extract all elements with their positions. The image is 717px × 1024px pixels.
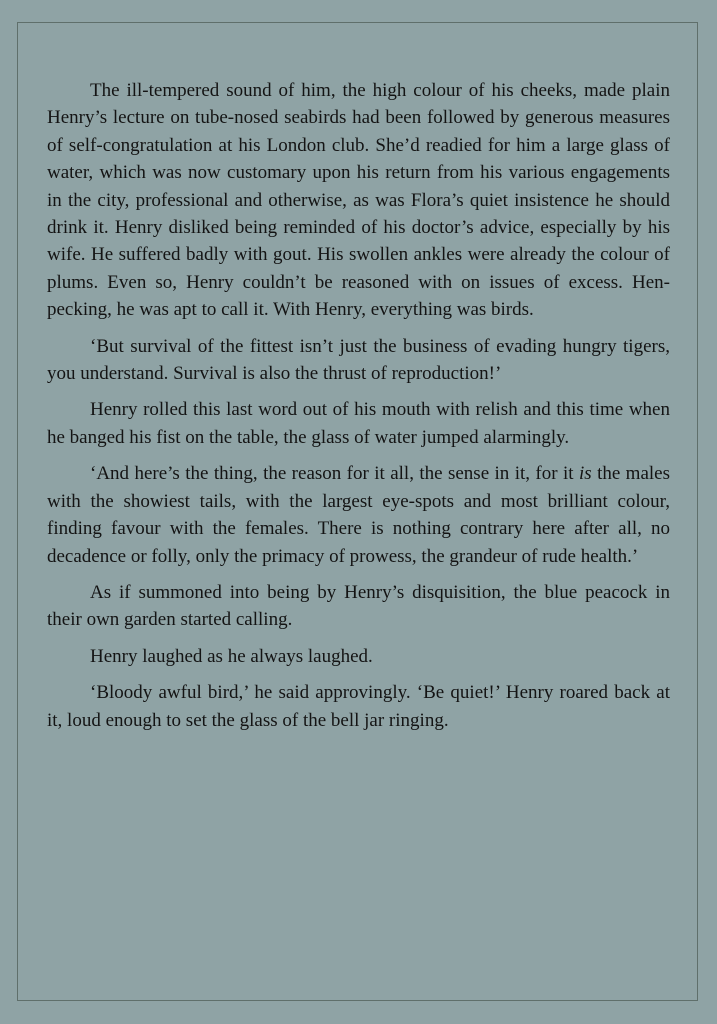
paragraph-7: ‘Bloody awful bird,’ he said approvingly. ‘Be quiet!’ Henry roared back at it, loud enough to set the glass of the bell jar ringing. — [47, 682, 670, 731]
paragraph-3: Henry rolled this last word out of his mouth with relish and this time when he banged his fist on the table, the glass of water jumped alarmingly. — [47, 399, 670, 448]
paragraph-5: As if summoned into being by Henry’s disquisition, the blue peacock in their own garden started calling. — [47, 581, 670, 631]
body-text — [47, 77, 670, 743]
paragraph-4-after: the males with the showiest tails, with the largest eye-spots and most brilliant colour, finding favour with the females. There is nothing contrary here after all, no decadence or folly, only the primacy of prowess, the grandeur of rude health.’ — [47, 463, 671, 567]
paragraph-2: ‘But survival of the fittest isn’t just the business of evading hungry tigers, you understand. Survival is also the thrust of reproduction!’ — [47, 335, 670, 385]
paragraph-6: Henry laughed as he always laughed. — [90, 645, 373, 667]
paragraph-4-before: ‘And here’s the thing, the reason for it all, the sense in it, for it — [90, 463, 579, 485]
paragraph-4-emphasis: is — [578, 463, 592, 485]
paragraph-1: The ill-tempered sound of him, the high colour of his cheeks, made plain Henry’s lecture on tube-nosed seabirds had been followed by generous measures of self-congratulation at his London club. She’d readied for him a large glass of water, which was now customary upon his return from his various engagements in the city, professional and otherwise, as was Flora’s quiet insistence he should drink it. Henry disliked being reminded of his doctor’s advice, especially by his wife. He suffered badly with gout. His swollen ankles were already the colour of plums. Even so, Henry couldn’t be reasoned with on issues of excess. Hen-pecking, he was apt to call it. With Henry, everything was birds. — [47, 80, 670, 321]
page-frame — [17, 22, 698, 1001]
paragraph-4 — [47, 460, 670, 570]
